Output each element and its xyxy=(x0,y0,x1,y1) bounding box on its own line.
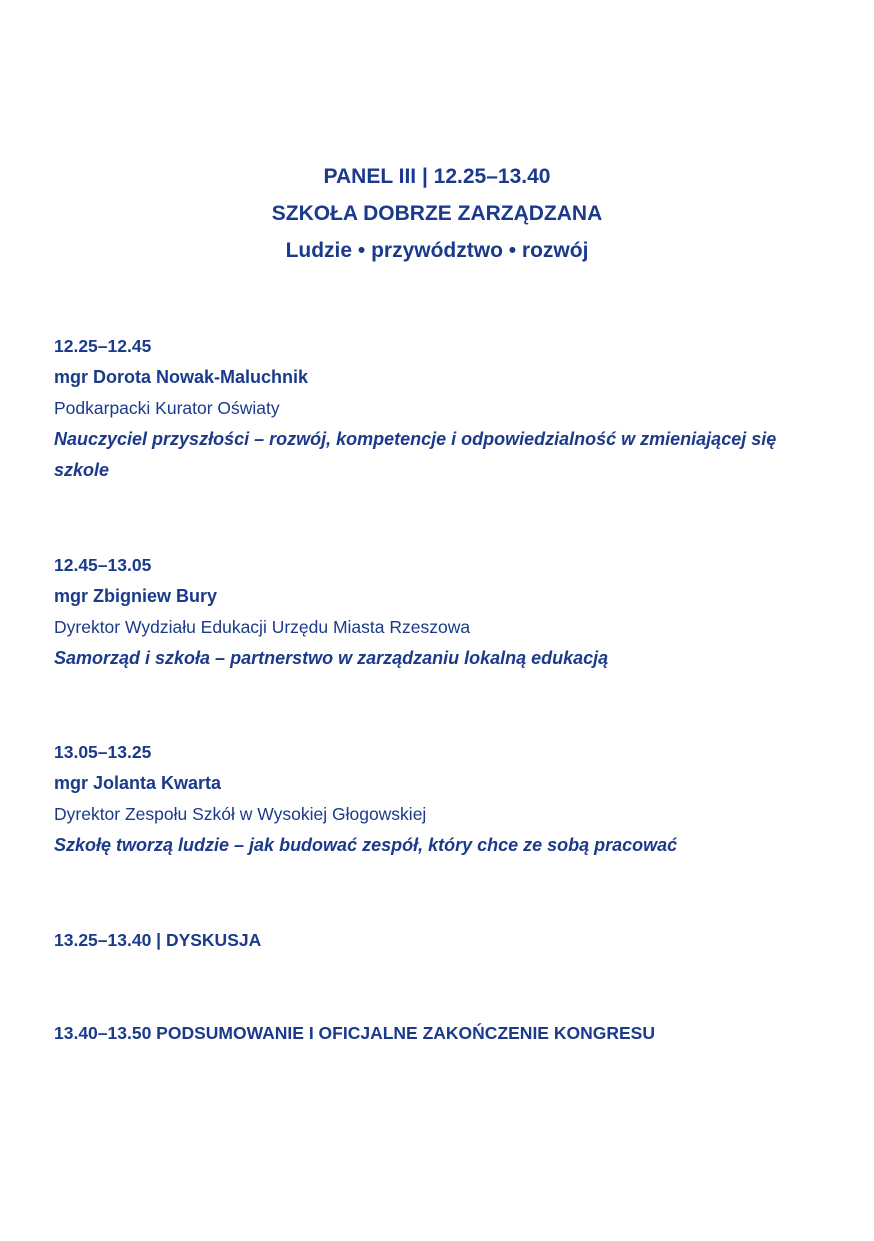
session-topic: Samorząd i szkoła – partnerstwo w zarządzaniu lokalną edukacją xyxy=(54,648,609,668)
session-time: 13.05–13.25 xyxy=(54,742,152,762)
session-speaker-role: Dyrektor Wydziału Edukacji Urzędu Miasta Rzeszowa xyxy=(54,617,471,637)
discussion-item xyxy=(54,925,824,956)
session-time: 12.25–12.45 xyxy=(54,336,152,356)
session-speaker: mgr Zbigniew Bury xyxy=(54,586,218,606)
session-3 xyxy=(54,737,824,861)
session-speaker-role: Dyrektor Zespołu Szkół w Wysokiej Głogowskiej xyxy=(54,804,427,824)
panel-number-time: PANEL III | 12.25–13.40 xyxy=(323,165,551,188)
session-speaker: mgr Dorota Nowak-Maluchnik xyxy=(54,367,309,387)
panel-title: SZKOŁA DOBRZE ZARZĄDZANA xyxy=(271,202,603,225)
session-speaker: mgr Jolanta Kwarta xyxy=(54,773,222,793)
closing-item xyxy=(54,1018,824,1049)
session-1 xyxy=(54,331,824,486)
panel-subtitle: Ludzie • przywództwo • rozwój xyxy=(285,239,589,262)
session-topic: Szkołę tworzą ludzie – jak budować zespół, który chce ze sobą pracować xyxy=(54,835,678,855)
session-time: 12.45–13.05 xyxy=(54,555,152,575)
closing-text: 13.40–13.50 PODSUMOWANIE I OFICJALNE ZAKOŃCZENIE KONGRESU xyxy=(54,1023,655,1043)
discussion-text: 13.25–13.40 | DYSKUSJA xyxy=(54,930,262,950)
session-topic: Nauczyciel przyszłości – rozwój, kompetencje i odpowiedzialność w zmieniającej się szkole xyxy=(54,429,777,480)
session-speaker-role: Podkarpacki Kurator Oświaty xyxy=(54,398,280,418)
session-2 xyxy=(54,550,824,674)
panel-header xyxy=(0,158,874,269)
